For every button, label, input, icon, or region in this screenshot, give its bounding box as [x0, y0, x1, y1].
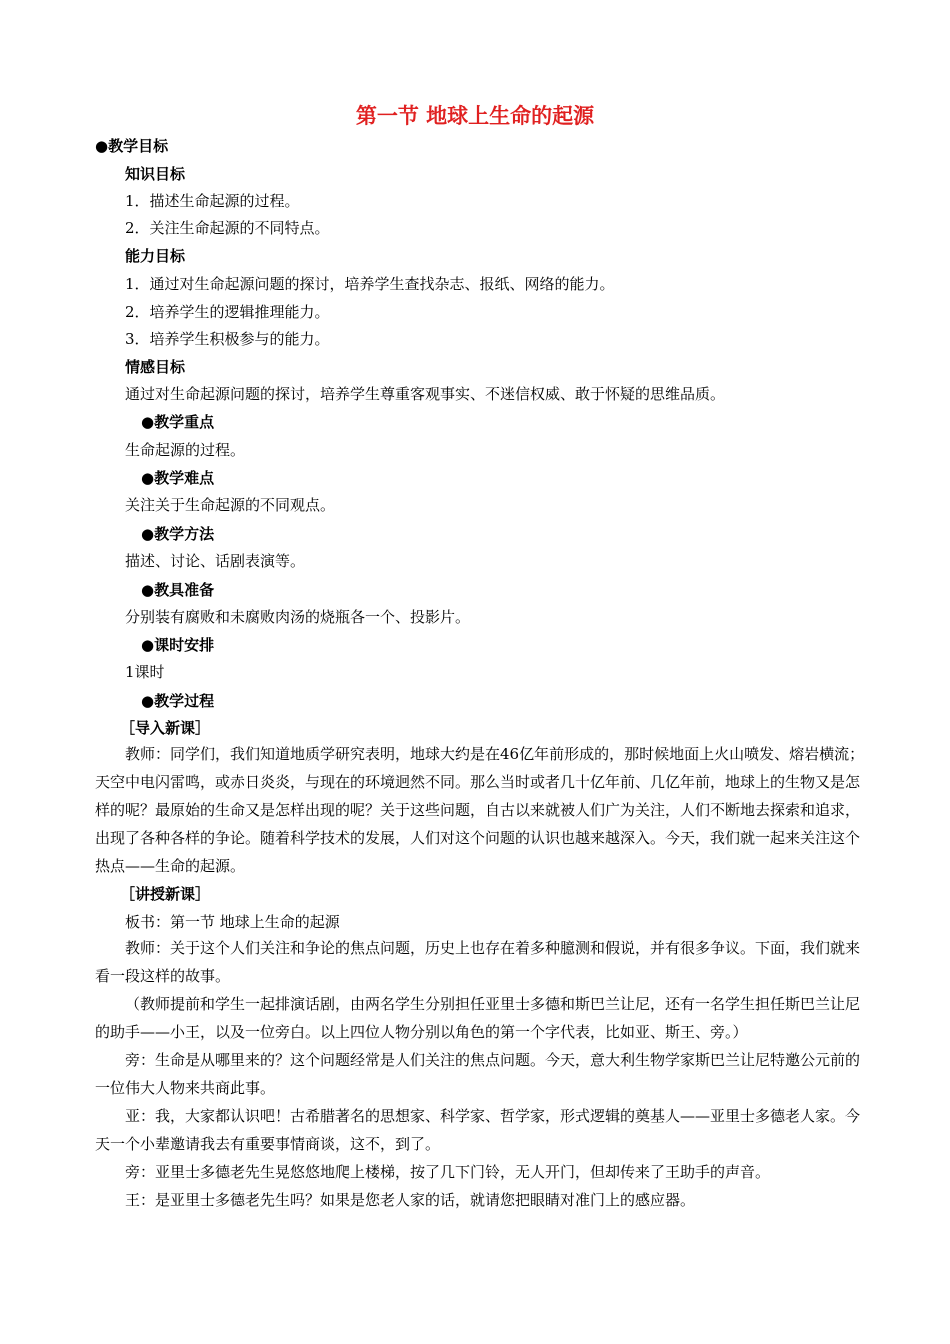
- knowledge-item: 1．描述生命起源的过程。: [125, 192, 300, 210]
- page-title: 第一节 地球上生命的起源: [355, 104, 595, 128]
- dialogue-paragraph: 旁：亚里士多德老先生晃悠悠地爬上楼梯，按了几下门铃，无人开门，但却传来了王助手的声音。: [125, 1163, 771, 1181]
- key-point-text: 生命起源的过程。: [125, 441, 246, 459]
- materials-heading: ●教具准备: [141, 581, 215, 599]
- emotion-text: 通过对生命起源问题的探讨，培养学生尊重客观事实、不迷信权威、敢于怀疑的思维品质。: [125, 385, 726, 403]
- intro-paragraph: [95, 740, 865, 880]
- lecture-body: [95, 934, 865, 1214]
- ability-item: 2．培养学生的逻辑推理能力。: [125, 303, 330, 321]
- knowledge-item: 2．关注生命起源的不同特点。: [125, 219, 330, 237]
- dialogue-paragraph: 王：是亚里士多德老先生吗？如果是您老人家的话，就请您把眼睛对准门上的感应器。: [125, 1191, 696, 1209]
- ability-item: 3．培养学生积极参与的能力。: [125, 330, 330, 348]
- dialogue-paragraph: 教师：关于这个人们关注和争论的焦点问题，历史上也存在着多种臆测和假说，并有很多争议。下面，我们就来看一段这样的故事。: [95, 939, 861, 985]
- goals-heading: ●教学目标: [95, 137, 169, 155]
- key-point-heading: ●教学重点: [141, 413, 215, 431]
- materials-text: 分别装有腐败和未腐败肉汤的烧瓶各一个、投影片。: [125, 608, 471, 626]
- intro-heading: ［导入新课］: [120, 719, 211, 737]
- difficulty-heading: ●教学难点: [141, 469, 215, 487]
- method-text: 描述、讨论、话剧表演等。: [125, 552, 306, 570]
- emotion-heading: 情感目标: [125, 358, 186, 376]
- dialogue-paragraph: 亚：我，大家都认识吧！古希腊著名的思想家、科学家、哲学家，形式逻辑的奠基人——亚里士多德老人家。今天一个小辈邀请我去有重要事情商谈，这不，到了。: [95, 1107, 861, 1153]
- lecture-heading: ［讲授新课］: [120, 885, 211, 903]
- ability-item: 1．通过对生命起源问题的探讨，培养学生查找杂志、报纸、网络的能力。: [125, 275, 615, 293]
- process-heading: ●教学过程: [141, 692, 215, 710]
- difficulty-text: 关注关于生命起源的不同观点。: [125, 496, 336, 514]
- ability-heading: 能力目标: [125, 247, 186, 265]
- method-heading: ●教学方法: [141, 525, 215, 543]
- schedule-heading: ●课时安排: [141, 636, 215, 654]
- intro-text: 教师：同学们，我们知道地质学研究表明，地球大约是在46亿年前形成的，那时候地面上火山喷发、熔岩横流；天空中电闪雷鸣，或赤日炎炎，与现在的环境迥然不同。那么当时或者几十亿年前、几亿年前，地球上的生物又是怎样的呢？最原始的生命又是怎样出现的呢？关于这些问题，自古以来就被人们广为关注，人们不断地去探索和追求，出现了各种各样的争论。随着科学技术的发展，人们对这个问题的认识也越来越深入。今天，我们就一起来关注这个热点——生命的起源。: [95, 745, 865, 875]
- knowledge-heading: 知识目标: [125, 165, 186, 183]
- dialogue-paragraph: 旁：生命是从哪里来的？这个问题经常是人们关注的焦点问题。今天，意大利生物学家斯巴兰让尼特邀公元前的一位伟大人物来共商此事。: [95, 1051, 861, 1097]
- schedule-text: 1课时: [125, 663, 165, 681]
- board-text: 板书：第一节 地球上生命的起源: [125, 913, 340, 931]
- dialogue-paragraph: （教师提前和学生一起排演话剧，由两名学生分别担任亚里士多德和斯巴兰让尼，还有一名学生担任斯巴兰让尼的助手——小王，以及一位旁白。以上四位人物分别以角色的第一个字代表，比如亚、斯王、旁。）: [95, 995, 861, 1041]
